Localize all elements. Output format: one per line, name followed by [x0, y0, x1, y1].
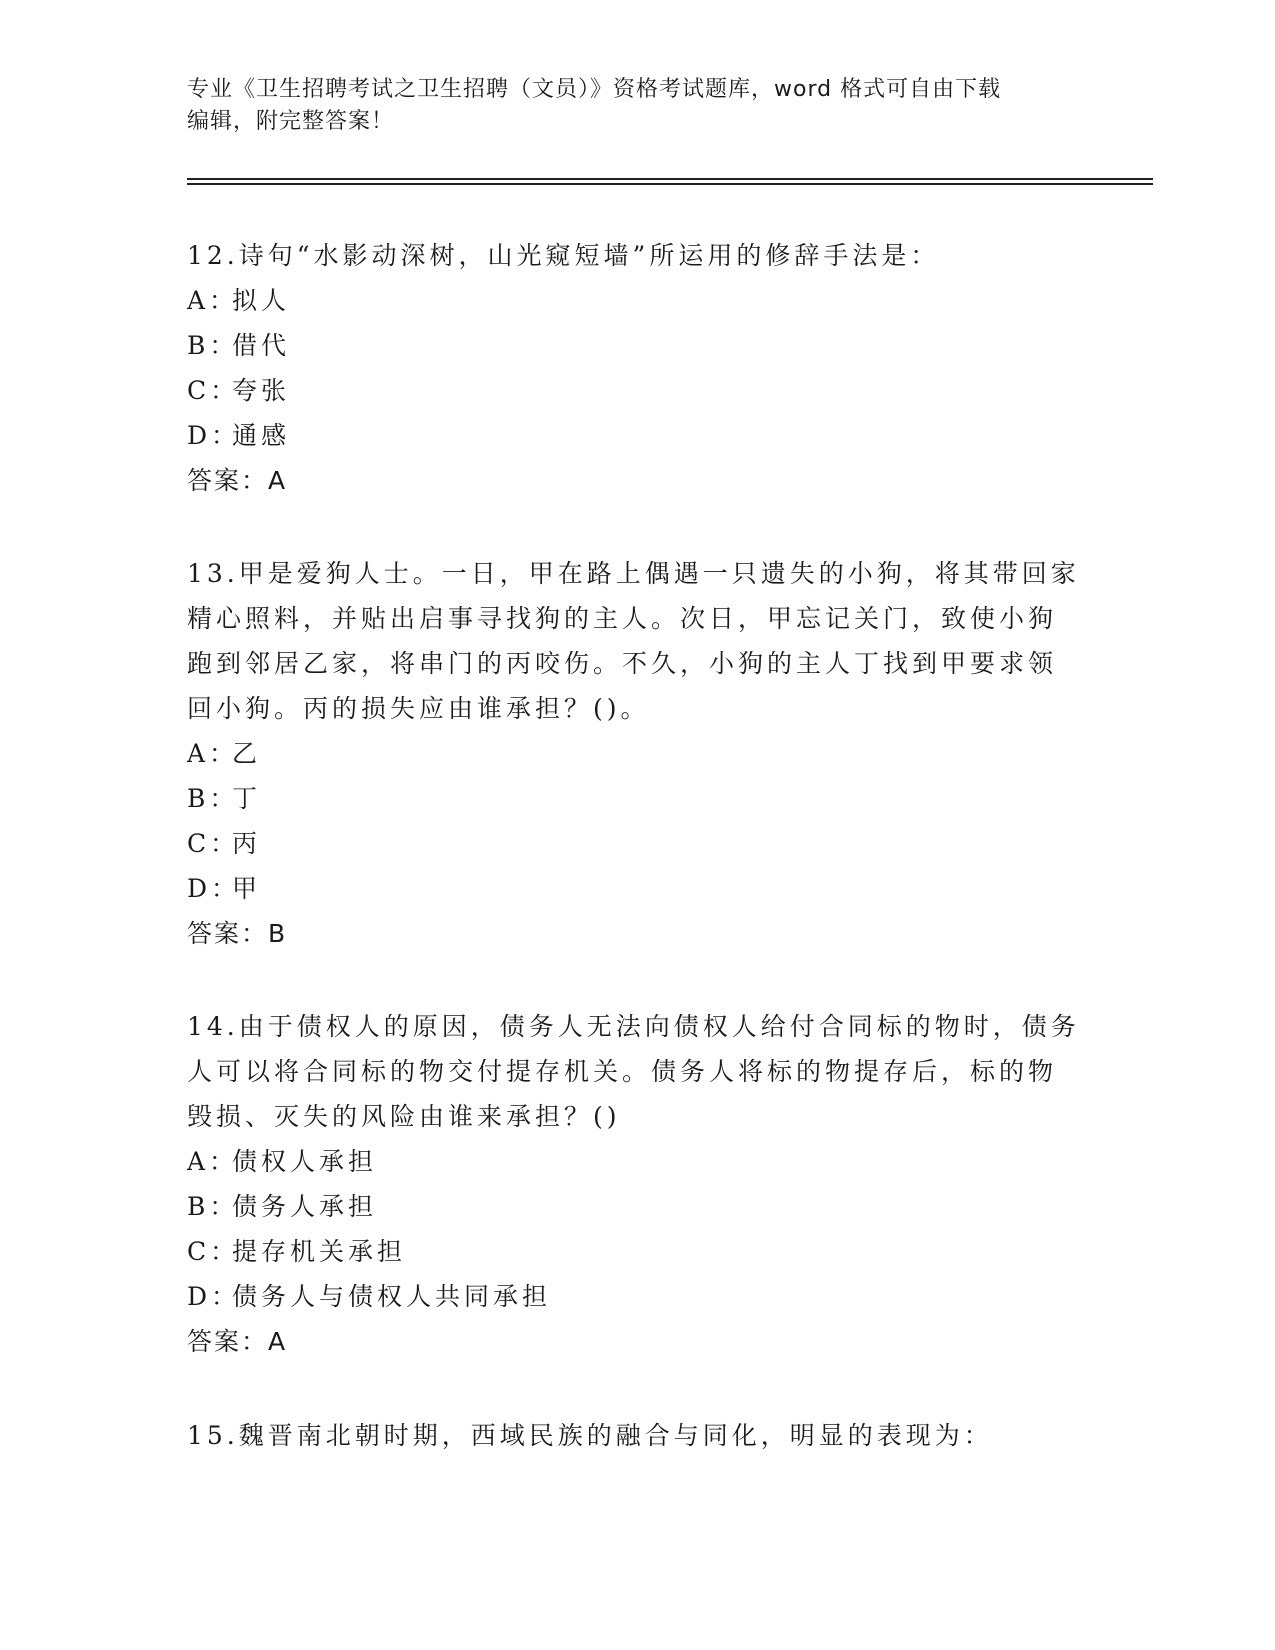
option-d — [187, 866, 1087, 911]
option-c — [187, 368, 1087, 413]
question-stem-line: 精心照料，并贴出启事寻找狗的主人。次日，甲忘记关门，致使小狗 — [187, 604, 1058, 633]
option-key: D： — [187, 1282, 241, 1311]
option-a — [187, 278, 1087, 323]
option-text: 夸张 — [232, 376, 291, 405]
question-stem: 12.诗句“水影动深树，山光窥短墙”所运用的修辞手法是： — [187, 241, 940, 270]
question-stem-line: 14.由于债权人的原因，债务人无法向债权人给付合同标的物时，债务 — [187, 1012, 1080, 1041]
question-15 — [187, 1413, 1087, 1458]
option-key: C： — [187, 376, 240, 405]
option-text: 拟人 — [232, 286, 291, 315]
option-text: 债务人承担 — [232, 1192, 378, 1221]
option-a — [187, 731, 1087, 776]
option-a — [187, 1139, 1087, 1184]
option-key: D： — [187, 874, 241, 903]
option-key: B： — [187, 331, 239, 360]
option-key: A： — [187, 1147, 239, 1176]
question-stem: 15.魏晋南北朝时期，西域民族的融合与同化，明显的表现为： — [187, 1421, 993, 1450]
question-stem-line: 人可以将合同标的物交付提存机关。债务人将标的物提存后，标的物 — [187, 1057, 1058, 1086]
option-key: A： — [187, 739, 239, 768]
document-header — [187, 74, 1087, 138]
option-text: 借代 — [232, 331, 291, 360]
header-divider-top — [187, 178, 1153, 180]
option-text: 丁 — [232, 784, 262, 813]
header-divider-bottom — [187, 183, 1153, 185]
option-text: 乙 — [232, 739, 262, 768]
question-stem-line: 13.甲是爱狗人士。一日，甲在路上偶遇一只遗失的小狗，将其带回家 — [187, 559, 1080, 588]
option-key: B： — [187, 784, 239, 813]
question-stem-line: 回小狗。丙的损失应由谁承担？()。 — [187, 694, 650, 723]
option-d — [187, 1274, 1087, 1319]
option-key: A： — [187, 286, 239, 315]
option-c — [187, 1229, 1087, 1274]
answer: 答案：A — [187, 466, 288, 495]
option-text: 债务人与债权人共同承担 — [232, 1282, 552, 1311]
question-13 — [187, 551, 1087, 956]
option-c — [187, 821, 1087, 866]
option-text: 甲 — [232, 874, 262, 903]
header-line-2: 编辑，附完整答案！ — [187, 109, 395, 134]
question-14 — [187, 1004, 1087, 1364]
option-text: 提存机关承担 — [232, 1237, 407, 1266]
question-stem-line: 跑到邻居乙家，将串门的丙咬伤。不久，小狗的主人丁找到甲要求领 — [187, 649, 1058, 678]
option-b — [187, 776, 1087, 821]
answer: 答案：A — [187, 1327, 288, 1356]
option-text: 通感 — [232, 421, 291, 450]
option-key: B： — [187, 1192, 239, 1221]
option-key: C： — [187, 1237, 240, 1266]
option-b — [187, 323, 1087, 368]
header-line-1: 专业《卫生招聘考试之卫生招聘（文员）》资格考试题库，word 格式可自由下载 — [187, 77, 1002, 102]
question-12 — [187, 233, 1087, 503]
option-text: 债权人承担 — [232, 1147, 378, 1176]
answer: 答案：B — [187, 919, 288, 948]
option-d — [187, 413, 1087, 458]
question-stem-line: 毁损、灭失的风险由谁来承担？() — [187, 1102, 621, 1131]
option-b — [187, 1184, 1087, 1229]
option-key: C： — [187, 829, 240, 858]
option-key: D： — [187, 421, 241, 450]
option-text: 丙 — [232, 829, 262, 858]
